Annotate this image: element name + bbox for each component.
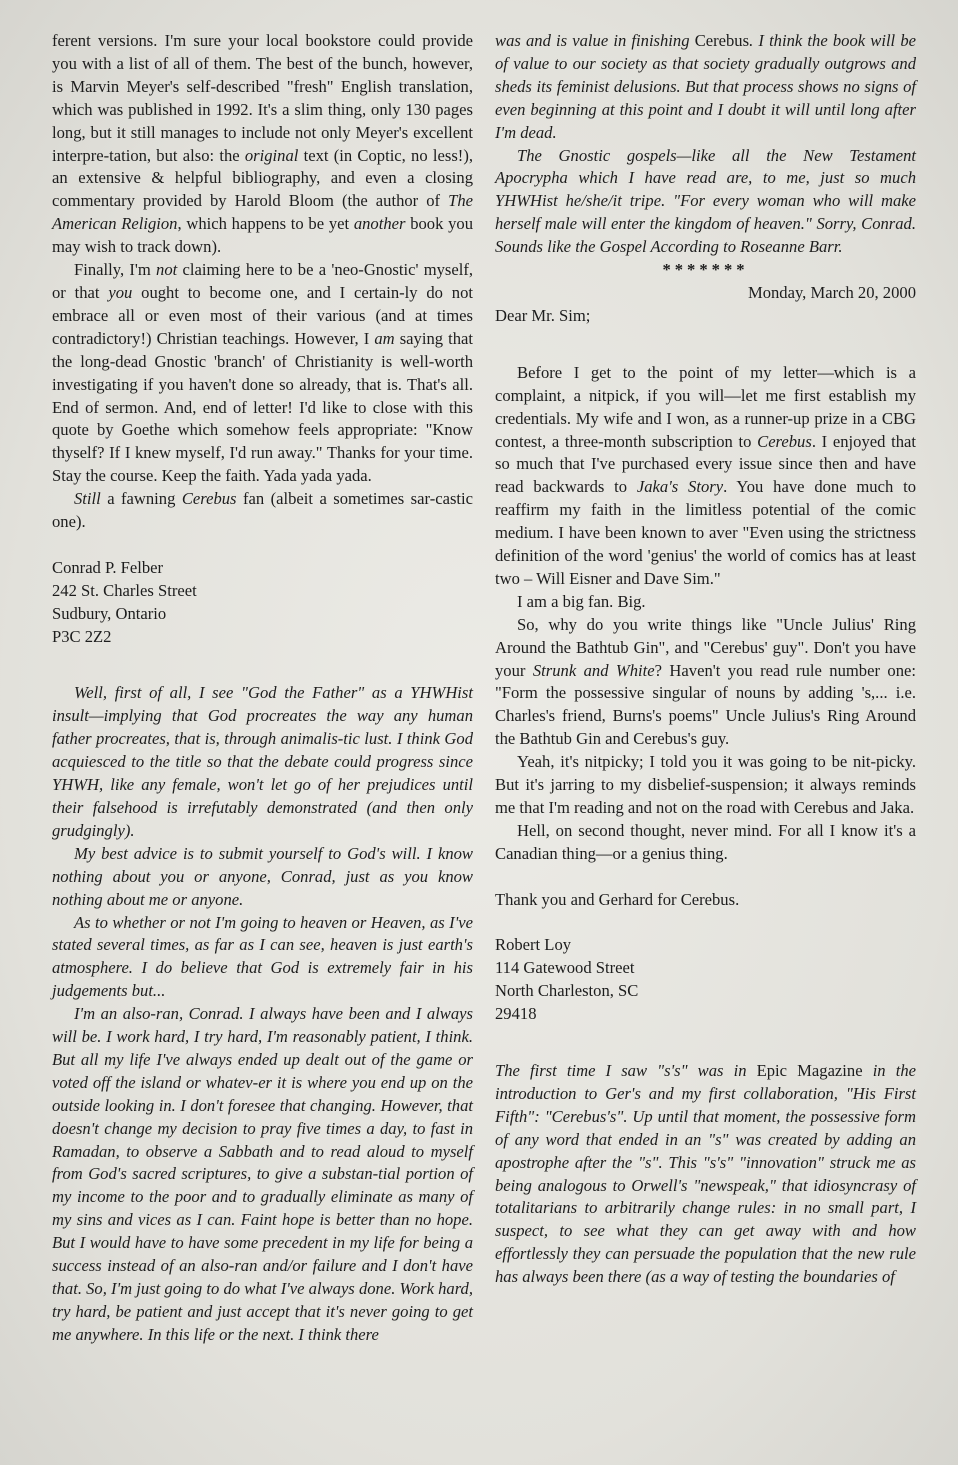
- address-line: Robert Loy: [495, 935, 572, 955]
- right-column: [495, 30, 916, 1289]
- letter-paragraph: I am a big fan. Big.: [517, 591, 646, 611]
- editor-reply-paragraph: I'm an also-ran, Conrad. I always have been and I always will be. I work hard, I try hard, I'm reasonably patient, I think. But all my life I've always ended up dealt out of the game or voted off the island or whatev-er it is where you end up on the outside looking in. I don't foresee that changing. However, that doesn't change my decision to pray five times a day, to fast in Ramadan, to observe a Sabbath and to read aloud to myself from God's sacred scriptures, to give a substan-tial portion of my income to the poor and to gradually eliminate as many of my sins and vices as I can. Faint hope is better than no hope. But I would have to have some precedent in my life for being a success instead of an also-ran and/or failure and I don't have that. So, I'm just going to do what I've always done. Work hard, try hard, be patient and just accept that it's never going to get me anywhere. In this life or the next. I think there: [52, 1004, 473, 1344]
- letter-paragraph: ferent versions. I'm sure your local bookstore could provide you with a list of all of them. The best of the bunch, however, is Marvin Meyer's self-described "fresh" English translation, which was published in 1992. It's a slim thing, only 130 pages long, but it still manages to include not only Meyer's excellent interpre-tation, but also: the original text (in Coptic, no less!), an extensive & helpful bibliography, and even a closing commentary provided by Harold Bloom (the author of The American Religion, which happens to be yet another book you may wish to track down).: [52, 31, 474, 257]
- address-line: 242 St. Charles Street: [52, 580, 197, 600]
- letter-paragraph: Hell, on second thought, never mind. For all I know it's a Canadian thing—or a genius thing.: [495, 820, 916, 863]
- editor-reply-paragraph: The first time I saw "s's" was in Epic Magazine in the introduction to Ger's and my first collaboration, "His First Fifth": "Cerebus's". Up until that moment, the possessive form of any word that ended in an "s" was created by adding an apostrophe after the "s". This "s's" "innovation" struck me as being analogous to Orwell's "newspeak," that idiosyncrasy of totalitarians to arbitrarily change rules: in no small part, I suspect, to see what they can get away with and how effortlessly they can persuade the population that the new rule has always been there (as a way of testing the boundaries of: [495, 1061, 916, 1287]
- letter-signoff: Still a fawning Cerebus fan (albeit a sometimes sar-castic one).: [52, 489, 473, 532]
- editor-reply-paragraph: The Gnostic gospels—like all the New Testament Apocrypha which I have read are, to me, just so much YHWHist he/she/it tripe. "For every woman who will make herself male will enter the kingdom of heaven." Sorry, Conrad. Sounds like the Gospel According to Roseanne Barr.: [495, 145, 916, 257]
- address-line: North Charleston, SC: [495, 981, 639, 1001]
- letter-date: Monday, March 20, 2000: [747, 282, 916, 302]
- address-line: Conrad P. Felber: [52, 557, 164, 577]
- address-line: P3C 2Z2: [52, 626, 112, 646]
- address-line: 114 Gatewood Street: [495, 958, 635, 978]
- letter-signoff: Thank you and Gerhard for Cerebus.: [495, 889, 740, 909]
- editor-reply-paragraph: was and is value in finishing Cerebus. I think the book will be of value to our society as that society gradually outgrows and sheds its feminist delusions. But that process shows no signs of even beginning at this point and I doubt it will until long after I'm dead.: [495, 31, 916, 142]
- editor-reply-paragraph: As to whether or not I'm going to heaven or Heaven, as I've stated several times, as far as I can see, heaven is just earth's atmosphere. I do believe that God is extremely fair in his judgements but...: [52, 912, 473, 1001]
- sender-address: [52, 557, 473, 649]
- letter-paragraph: Before I get to the point of my letter—which is a complaint, a nitpick, if you will—let me first establish my credentials. My wife and I won, as a runner-up prize in a CBG contest, a three-month subscription to Cerebus. I enjoyed that so much that I've purchased every issue since then and have read backwards to Jaka's Story. You have done much to reaffirm my faith in the limitless potential of the comic medium. I have been known to aver "Even using the strictness definition of the word 'genius' the world of comics has at least two – Will Eisner and Dave Sim.": [495, 362, 916, 588]
- editor-reply-paragraph: Well, first of all, I see "God the Father" as a YHWHist insult—implying that God procreates the way any human father procreates, that is, through animalis-tic lust. I think God acquiesced to the title so that the debate could progress since YHWH, like any female, won't let go of her prejudices until their falsehood is irrefutably demonstrated (and then only grudgingly).: [52, 683, 473, 840]
- letter-paragraph: Finally, I'm not claiming here to be a 'neo-Gnostic' myself, or that you ought to become one, and I certain-ly do not embrace all or even most of their various (and at times contradictory!) Christian teachings. However, I am saying that the long-dead Gnostic 'branch' of Christianity is well-worth investigating if you haven't done so already, that is. That's all. End of sermon. And, end of letter! I'd like to close with this quote by Goethe which somehow feels appropriate: "Know thyself? If I knew myself, I'd run away." Thanks for your time. Stay the course. Keep the faith. Yada yada yada.: [52, 260, 473, 486]
- left-column: [52, 30, 473, 1347]
- letter-paragraph: Yeah, it's nitpicky; I told you it was going to be nit-picky. But it's jarring to my disbelief-suspension; it always reminds me that I'm reading and not on the road with Cerebus and Jaka.: [495, 752, 916, 817]
- address-line: 29418: [495, 1004, 537, 1024]
- section-separator: *******: [662, 260, 749, 280]
- editor-reply-paragraph: My best advice is to submit yourself to God's will. I know nothing about you or anyone, Conrad, just as you know nothing about me or anyone.: [52, 843, 473, 909]
- address-line: Sudbury, Ontario: [52, 603, 167, 623]
- sender-address: [495, 934, 916, 1026]
- letter-paragraph: So, why do you write things like "Uncle Julius' Ring Around the Bathtub Gin", and "Cerebus' guy". Don't you have your Strunk and White? Haven't you read rule number one: "Form the possessive singular of nouns by adding 's,... i.e. Charles's friend, Burns's poems" Uncle Julius's Ring Around the Bathtub Gin and Cerebus's guy.: [495, 614, 916, 749]
- letter-salutation: Dear Mr. Sim;: [495, 305, 591, 325]
